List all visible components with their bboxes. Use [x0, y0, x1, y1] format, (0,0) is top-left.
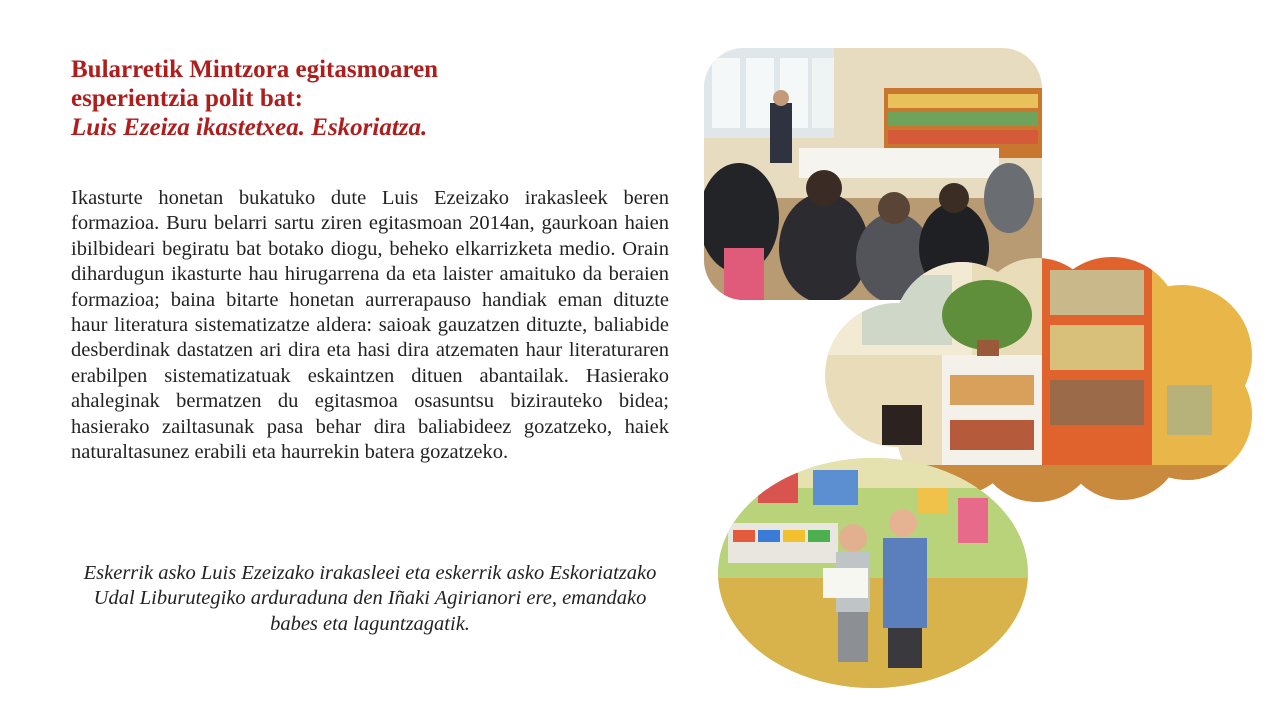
slide-title	[71, 55, 631, 142]
title-line-3: Luis Ezeiza ikastetxea. Eskoriatza.	[71, 114, 428, 141]
title-line-1: Bularretik Mintzora egitasmoaren	[71, 56, 439, 83]
children-classroom-photo	[718, 458, 1028, 688]
body-paragraph: Ikasturte honetan bukatuko dute Luis Ezeizako irakasleek beren formazioa. Buru belarri sartu ziren egitasmoan 2014an, gaurkoan haien ibilbideari begiratu bat botako diogu, beheko elkarrizketa medio. Orain dihardugun ikasturte hau hirugarrena da eta laister amaituko da beraien formazioa; baina bitarte honetan aurrerapauso handiak eman dituzte haur literatura sistematizatze aldera: saioak gauzatzen dituzte, baliabide desberdinak dastatzen ari dira eta hasi dira atzematen haur literaturaren erabilpen sistematizatuak eskaintzen dituen abantailak. Hasierako ahaleginak bermatzen du egitasmoa osasuntsu bizirauteko bidea; hasierako zailtasunak pasa behar dira baliabideez gozatzeko, haiek naturaltasunez erabili eta haurrekin batera gozatzeko.	[71, 187, 669, 464]
thanks-paragraph: Eskerrik asko Luis Ezeizako irakasleei eta eskerrik asko Eskoriatzako Udal Liburutegiko arduraduna den Iñaki Agirianori ere, emandako babes eta laguntzagatik.	[83, 562, 657, 635]
title-line-2: esperientzia polit bat:	[71, 85, 303, 112]
